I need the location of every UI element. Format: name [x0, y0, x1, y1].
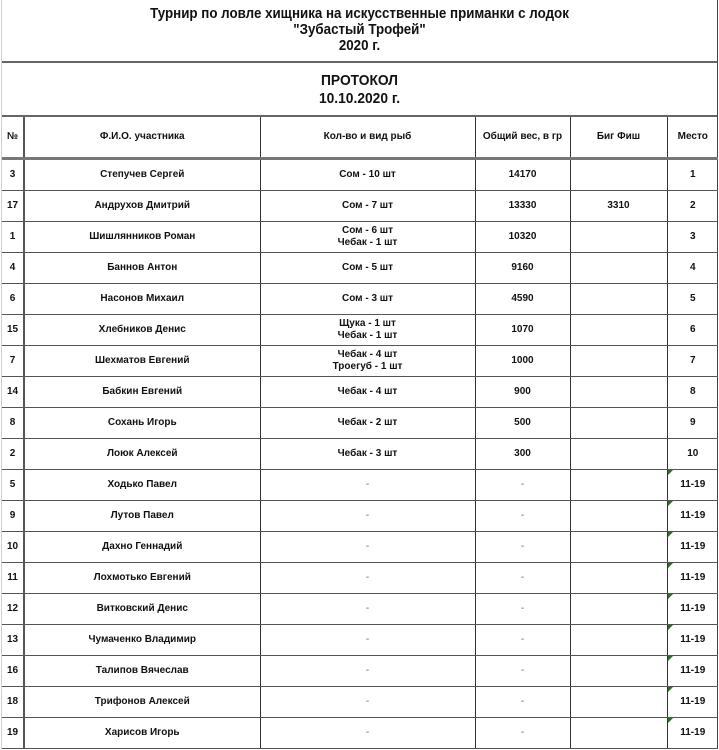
catch-line-1: Щука - 1 шт: [339, 318, 396, 329]
cell-comment-marker-icon[interactable]: [668, 625, 673, 630]
cell-place[interactable]: [667, 439, 718, 470]
cell-bigfish[interactable]: 3310: [570, 191, 667, 222]
cell-place[interactable]: [667, 718, 718, 749]
cell-bigfish[interactable]: [570, 594, 667, 625]
table-row: [2, 594, 718, 625]
col-header-name: Ф.И.О. участника: [24, 117, 260, 159]
table-row: [2, 377, 718, 408]
catch-line-2: Троегуб - 1 шт: [332, 361, 403, 372]
cell-weight[interactable]: -: [475, 656, 570, 687]
cell-number[interactable]: 9: [2, 501, 24, 532]
cell-place[interactable]: [667, 222, 718, 253]
protocol-date: 10.10.2020 г.: [318, 90, 401, 107]
cell-comment-marker-icon[interactable]: [668, 501, 673, 506]
tournament-title: [2, 0, 717, 63]
cell-number[interactable]: 16: [2, 656, 24, 687]
place-value: 6: [689, 324, 696, 335]
table-row: [2, 315, 718, 346]
cell-name[interactable]: Шехматов Евгений: [24, 346, 260, 377]
table-row: [2, 687, 718, 718]
table-header-row: [2, 117, 718, 159]
cell-place[interactable]: [667, 470, 718, 501]
catch-line-2: Чебак - 1 шт: [337, 330, 398, 341]
cell-number[interactable]: 19: [2, 718, 24, 749]
cell-weight[interactable]: 14170: [475, 159, 570, 191]
col-header-number: №: [2, 117, 24, 159]
place-value: 11-19: [680, 572, 706, 583]
place-value: 11-19: [680, 696, 706, 707]
table-row: [2, 408, 718, 439]
cell-place[interactable]: [667, 191, 718, 222]
cell-comment-marker-icon[interactable]: [668, 563, 673, 568]
catch-line-1: Сом - 6 шт: [341, 225, 394, 236]
cell-name[interactable]: Талипов Вячеслав: [24, 656, 260, 687]
cell-catch[interactable]: [260, 408, 475, 439]
cell-place[interactable]: [667, 687, 718, 718]
catch-line-1: -: [365, 572, 370, 583]
cell-catch[interactable]: [260, 159, 475, 191]
cell-catch[interactable]: [260, 656, 475, 687]
cell-bigfish[interactable]: [570, 222, 667, 253]
cell-place[interactable]: [667, 159, 718, 191]
title-line-1: Турнир по ловле хищника на искусственные приманки с лодок: [150, 6, 569, 22]
cell-bigfish[interactable]: [570, 718, 667, 749]
cell-bigfish[interactable]: [570, 377, 667, 408]
cell-catch[interactable]: [260, 315, 475, 346]
cell-number[interactable]: 12: [2, 594, 24, 625]
cell-weight[interactable]: -: [475, 594, 570, 625]
place-value: 4: [689, 262, 696, 273]
catch-line-1: -: [365, 665, 370, 676]
cell-catch[interactable]: [260, 191, 475, 222]
cell-catch[interactable]: [260, 563, 475, 594]
place-value: 11-19: [680, 665, 706, 676]
cell-catch[interactable]: [260, 253, 475, 284]
place-value: 11-19: [680, 634, 706, 645]
cell-place[interactable]: [667, 253, 718, 284]
cell-weight[interactable]: -: [475, 470, 570, 501]
place-value: 11-19: [680, 541, 706, 552]
catch-line-1: Чебак - 3 шт: [337, 448, 398, 459]
place-value: 2: [689, 200, 696, 211]
cell-name[interactable]: Трифонов Алексей: [24, 687, 260, 718]
cell-catch[interactable]: [260, 222, 475, 253]
catch-line-1: Чебак - 4 шт: [337, 386, 398, 397]
cell-number[interactable]: 15: [2, 315, 24, 346]
cell-name[interactable]: Ходько Павел: [24, 470, 260, 501]
cell-weight[interactable]: 9160: [475, 253, 570, 284]
cell-weight[interactable]: -: [475, 501, 570, 532]
cell-place[interactable]: [667, 377, 718, 408]
cell-number[interactable]: 17: [2, 191, 24, 222]
cell-name[interactable]: Сохань Игорь: [24, 408, 260, 439]
table-row: [2, 222, 718, 253]
cell-place[interactable]: [667, 284, 718, 315]
cell-name[interactable]: Витковский Денис: [24, 594, 260, 625]
catch-line-1: Сом - 10 шт: [339, 169, 396, 180]
cell-catch[interactable]: [260, 625, 475, 656]
catch-line-1: -: [365, 510, 370, 521]
place-value: 7: [689, 355, 696, 366]
cell-comment-marker-icon[interactable]: [668, 656, 673, 661]
place-value: 11-19: [680, 603, 706, 614]
title-line-2: "Зубастый Трофей": [293, 22, 426, 38]
col-header-catch: Кол-во и вид рыб: [260, 117, 475, 159]
table-row: [2, 284, 718, 315]
cell-place[interactable]: [667, 656, 718, 687]
cell-number[interactable]: 18: [2, 687, 24, 718]
table-row: [2, 532, 718, 563]
cell-comment-marker-icon[interactable]: [668, 718, 673, 723]
protocol-header: [2, 63, 717, 117]
protocol-label: ПРОТОКОЛ: [321, 72, 398, 89]
table-row: [2, 346, 718, 377]
table-row: [2, 159, 718, 191]
table-row: [2, 191, 718, 222]
table-row: [2, 501, 718, 532]
cell-comment-marker-icon[interactable]: [668, 470, 673, 475]
cell-comment-marker-icon[interactable]: [668, 532, 673, 537]
cell-bigfish[interactable]: [570, 625, 667, 656]
cell-place[interactable]: [667, 315, 718, 346]
cell-weight[interactable]: 900: [475, 377, 570, 408]
cell-bigfish[interactable]: [570, 532, 667, 563]
catch-line-1: -: [365, 541, 370, 552]
place-value: 3: [689, 231, 696, 242]
title-line-3: 2020 г.: [338, 38, 381, 54]
cell-place[interactable]: [667, 346, 718, 377]
cell-catch[interactable]: [260, 532, 475, 563]
place-value: 10: [687, 448, 699, 459]
col-header-weight: Общий вес, в гр: [475, 117, 570, 159]
cell-name[interactable]: Харисов Игорь: [24, 718, 260, 749]
cell-catch[interactable]: [260, 718, 475, 749]
catch-line-1: -: [365, 696, 370, 707]
cell-weight[interactable]: -: [475, 532, 570, 563]
cell-name[interactable]: Шишлянников Роман: [24, 222, 260, 253]
cell-weight[interactable]: 500: [475, 408, 570, 439]
cell-weight[interactable]: -: [475, 718, 570, 749]
cell-number[interactable]: 14: [2, 377, 24, 408]
cell-name[interactable]: Андрухов Дмитрий: [24, 191, 260, 222]
cell-bigfish[interactable]: [570, 470, 667, 501]
cell-place[interactable]: [667, 532, 718, 563]
cell-bigfish[interactable]: [570, 656, 667, 687]
cell-number[interactable]: 4: [2, 253, 24, 284]
col-header-bigfish: Биг Фиш: [570, 117, 667, 159]
cell-catch[interactable]: [260, 284, 475, 315]
place-value: 8: [689, 386, 696, 397]
cell-place[interactable]: [667, 594, 718, 625]
cell-bigfish[interactable]: [570, 563, 667, 594]
catch-line-1: -: [365, 479, 370, 490]
table-row: [2, 718, 718, 749]
catch-line-1: Чебак - 4 шт: [337, 349, 398, 360]
cell-catch[interactable]: [260, 687, 475, 718]
results-table: [2, 117, 718, 749]
place-value: 11-19: [680, 727, 706, 738]
cell-place[interactable]: [667, 625, 718, 656]
catch-line-1: Сом - 7 шт: [341, 200, 394, 211]
cell-weight[interactable]: 1000: [475, 346, 570, 377]
cell-bigfish[interactable]: [570, 439, 667, 470]
cell-number[interactable]: 1: [2, 222, 24, 253]
table-row: [2, 253, 718, 284]
place-value: 1: [689, 169, 696, 180]
cell-name[interactable]: Лутов Павел: [24, 501, 260, 532]
cell-comment-marker-icon[interactable]: [668, 687, 673, 692]
cell-number[interactable]: 13: [2, 625, 24, 656]
cell-bigfish[interactable]: [570, 346, 667, 377]
cell-bigfish[interactable]: [570, 501, 667, 532]
place-value: 9: [689, 417, 696, 428]
cell-catch[interactable]: [260, 501, 475, 532]
cell-weight[interactable]: 300: [475, 439, 570, 470]
cell-name[interactable]: Бабкин Евгений: [24, 377, 260, 408]
cell-number[interactable]: 11: [2, 563, 24, 594]
cell-weight[interactable]: -: [475, 625, 570, 656]
catch-line-1: Сом - 3 шт: [341, 293, 394, 304]
cell-number[interactable]: 6: [2, 284, 24, 315]
table-row: [2, 625, 718, 656]
catch-line-2: Чебак - 1 шт: [337, 237, 398, 248]
results-sheet: [1, 0, 718, 749]
cell-number[interactable]: 5: [2, 470, 24, 501]
place-value: 5: [689, 293, 696, 304]
cell-name[interactable]: Дахно Геннадий: [24, 532, 260, 563]
cell-place[interactable]: [667, 408, 718, 439]
cell-bigfish[interactable]: [570, 408, 667, 439]
cell-weight[interactable]: 1070: [475, 315, 570, 346]
cell-number[interactable]: 8: [2, 408, 24, 439]
cell-name[interactable]: Лоюк Алексей: [24, 439, 260, 470]
cell-place[interactable]: [667, 563, 718, 594]
table-row: [2, 656, 718, 687]
cell-name[interactable]: Чумаченко Владимир: [24, 625, 260, 656]
cell-number[interactable]: 3: [2, 159, 24, 191]
place-value: 11-19: [680, 510, 706, 521]
cell-bigfish[interactable]: [570, 687, 667, 718]
cell-catch[interactable]: [260, 470, 475, 501]
cell-weight[interactable]: 4590: [475, 284, 570, 315]
cell-comment-marker-icon[interactable]: [668, 594, 673, 599]
cell-catch[interactable]: [260, 594, 475, 625]
cell-catch[interactable]: [260, 346, 475, 377]
cell-name[interactable]: Насонов Михаил: [24, 284, 260, 315]
cell-weight[interactable]: 10320: [475, 222, 570, 253]
cell-catch[interactable]: [260, 377, 475, 408]
cell-catch[interactable]: [260, 439, 475, 470]
cell-weight[interactable]: -: [475, 563, 570, 594]
catch-line-1: -: [365, 603, 370, 614]
catch-line-1: Сом - 5 шт: [341, 262, 394, 273]
catch-line-1: -: [365, 727, 370, 738]
cell-name[interactable]: Хлебников Денис: [24, 315, 260, 346]
cell-number[interactable]: 7: [2, 346, 24, 377]
cell-name[interactable]: Степучев Сергей: [24, 159, 260, 191]
cell-bigfish[interactable]: [570, 253, 667, 284]
cell-bigfish[interactable]: [570, 284, 667, 315]
catch-line-1: -: [365, 634, 370, 645]
col-header-place: Место: [667, 117, 718, 159]
cell-weight[interactable]: -: [475, 687, 570, 718]
cell-name[interactable]: Баннов Антон: [24, 253, 260, 284]
table-row: [2, 563, 718, 594]
cell-name[interactable]: Лохмотько Евгений: [24, 563, 260, 594]
cell-weight[interactable]: 13330: [475, 191, 570, 222]
cell-number[interactable]: 2: [2, 439, 24, 470]
catch-line-1: Чебак - 2 шт: [337, 417, 398, 428]
cell-bigfish[interactable]: [570, 159, 667, 191]
cell-place[interactable]: [667, 501, 718, 532]
cell-number[interactable]: 10: [2, 532, 24, 563]
cell-bigfish[interactable]: [570, 315, 667, 346]
table-row: [2, 470, 718, 501]
table-row: [2, 439, 718, 470]
place-value: 11-19: [680, 479, 706, 490]
